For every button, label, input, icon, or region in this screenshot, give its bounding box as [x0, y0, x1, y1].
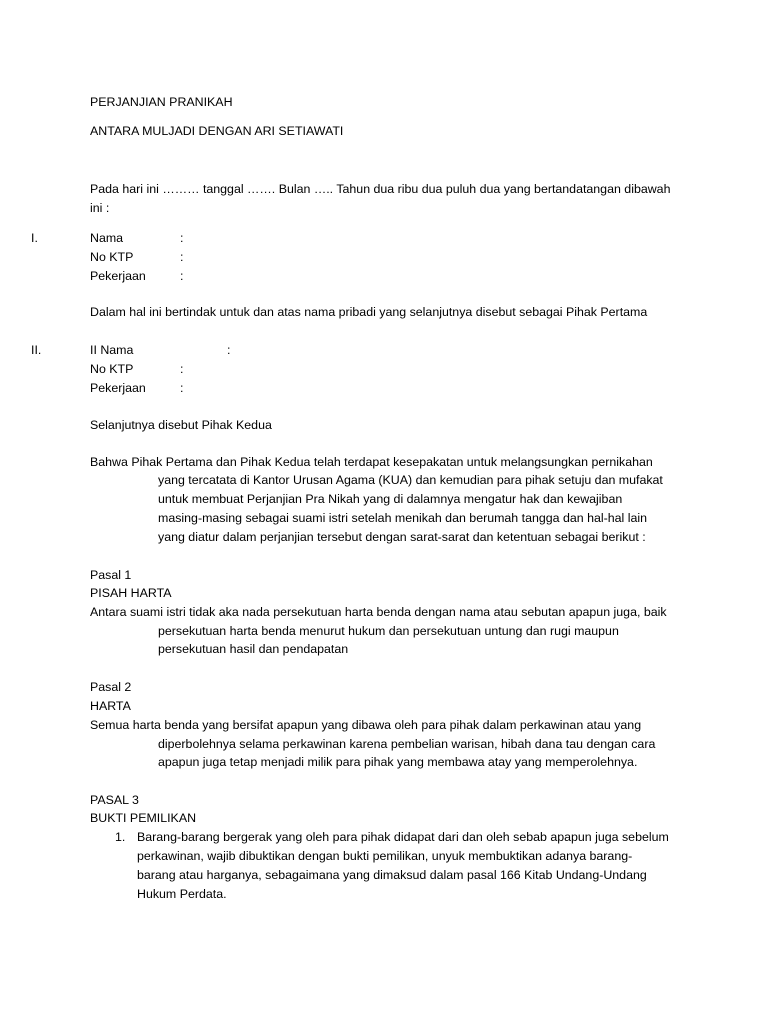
intro-line: ini : — [90, 201, 110, 215]
pasal3-heading: PASAL 3 — [90, 793, 139, 807]
pasal3-item-line: Barang-barang bergerak yang oleh para pihak didapat dari dan oleh sebab apapun juga sebelum — [137, 830, 669, 844]
document-title: PERJANJIAN PRANIKAH — [90, 95, 233, 109]
party1-name-colon: : — [180, 231, 184, 245]
agreement-line: yang diatur dalam perjanjian tersebut dengan sarat-sarat dan ketentuan sebagai berikut : — [158, 530, 646, 544]
party2-job-colon: : — [180, 381, 184, 395]
pasal2-line: Semua harta benda yang bersifat apapun yang dibawa oleh para pihak dalam perkawinan atau yang — [90, 718, 642, 732]
party2-statement: Selanjutnya disebut Pihak Kedua — [90, 418, 272, 432]
party2-ktp-label: No KTP — [90, 362, 134, 376]
pasal3-item-number: 1. — [115, 830, 126, 844]
pasal1-line: Antara suami istri tidak aka nada persekutuan harta benda dengan nama atau sebutan apapun juga, baik — [90, 605, 667, 619]
pasal3-item-line: perkawinan, wajib dibuktikan dengan bukti pemilikan, unyuk membuktikan adanya barang- — [137, 849, 633, 863]
pasal1-title: PISAH HARTA — [90, 586, 172, 600]
party2-ktp-colon: : — [180, 362, 184, 376]
party2-name-label: II Nama — [90, 343, 134, 357]
agreement-line: untuk membuat Perjanjian Pra Nikah yang di dalamnya mengatur hak dan kewajiban — [158, 492, 623, 506]
party1-ktp-label: No KTP — [90, 250, 134, 264]
pasal2-line: diperbolehnya selama perkawinan karena pembelian warisan, hibah dana tau dengan cara — [158, 737, 656, 751]
pasal2-line: apapun juga tetap menjadi milik para pihak yang membawa atay yang memperolehnya. — [158, 755, 638, 769]
party1-statement: Dalam hal ini bertindak untuk dan atas nama pribadi yang selanjutnya disebut sebagai Pihak Pertama — [90, 305, 648, 319]
pasal1-line: persekutuan hasil dan pendapatan — [158, 642, 349, 656]
document-subtitle: ANTARA MULJADI DENGAN ARI SETIAWATI — [90, 124, 344, 138]
pasal3-item-line: barang atau harganya, sebagaimana yang dimaksud dalam pasal 166 Kitab Undang-Undang — [137, 868, 647, 882]
party1-job-colon: : — [180, 269, 184, 283]
pasal1-heading: Pasal 1 — [90, 568, 132, 582]
party2-job-label: Pekerjaan — [90, 381, 146, 395]
party1-job-label: Pekerjaan — [90, 269, 146, 283]
party1-numeral: I. — [31, 231, 38, 245]
party2-numeral: II. — [31, 343, 42, 357]
pasal2-heading: Pasal 2 — [90, 680, 132, 694]
pasal3-title: BUKTI PEMILIKAN — [90, 811, 197, 825]
pasal3-item-line: Hukum Perdata. — [137, 887, 227, 901]
agreement-line: yang tercatata di Kantor Urusan Agama (KUA) dan kemudian para pihak setuju dan mufakat — [158, 473, 663, 487]
agreement-line: masing-masing sebagai suami istri setelah menikah dan berumah tangga dan hal-hal lain — [158, 511, 648, 525]
pasal2-title: HARTA — [90, 699, 131, 713]
intro-line: Pada hari ini ……… tanggal ……. Bulan ….. Tahun dua ribu dua puluh dua yang bertandatangan dibawah — [90, 182, 671, 196]
party2-name-colon: : — [227, 343, 231, 357]
party1-ktp-colon: : — [180, 250, 184, 264]
party1-name-label: Nama — [90, 231, 124, 245]
agreement-line: Bahwa Pihak Pertama dan Pihak Kedua telah terdapat kesepakatan untuk melangsungkan pernikahan — [90, 455, 653, 469]
pasal1-line: persekutuan harta benda menurut hukum dan persekutuan untung dan rugi maupun — [158, 624, 619, 638]
